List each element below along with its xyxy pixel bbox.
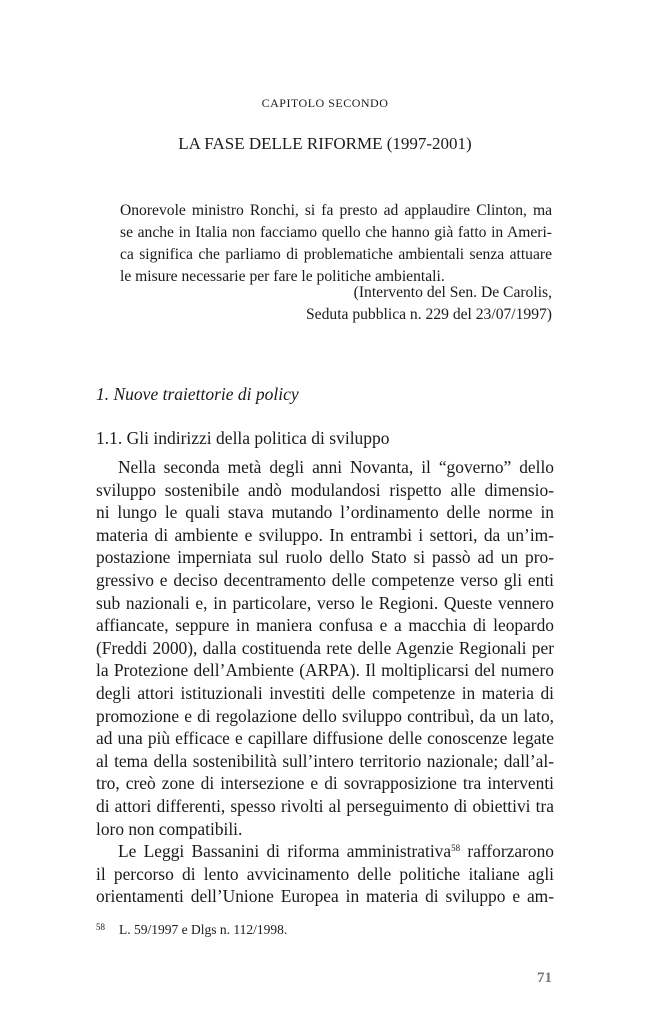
body-line: Nella seconda metà degli anni Novanta, il “governo” dello bbox=[118, 457, 554, 477]
body-line: la Protezione dell’Ambiente (ARPA). Il moltiplicarsi del numero bbox=[96, 660, 554, 681]
body-line: il percorso di lento avvicinamento delle politiche italiane agli bbox=[96, 863, 554, 884]
footnote bbox=[96, 922, 287, 938]
epigraph-line: se anche in Italia non facciamo quello che hanno già fatto in Ameri- bbox=[120, 224, 552, 241]
subsection-heading: 1.1. Gli indirizzi della politica di sviluppo bbox=[96, 428, 390, 448]
epigraph-line: le misure necessarie per fare le politiche ambientali. bbox=[120, 268, 445, 285]
body-line bbox=[96, 840, 554, 863]
attribution-line: Seduta pubblica n. 229 del 23/07/1997) bbox=[306, 306, 552, 323]
body-line: tro, creò zone di intersezione e di sovrapposizione tra interventi bbox=[96, 773, 554, 794]
page-number: 71 bbox=[537, 970, 552, 986]
footnote-number: 58 bbox=[96, 922, 105, 932]
body-line: affiancate, seppure in maniera confusa e a macchia di leopardo bbox=[96, 615, 554, 636]
body-line: degli attori istituzionali investiti delle competenze in materia di bbox=[96, 682, 554, 703]
body-line: al tema della sostenibilità sull’intero territorio nazionale; dall’al- bbox=[96, 750, 554, 771]
body-line: di attori differenti, spesso rivolti al perseguimento di obiettivi tra bbox=[96, 795, 554, 816]
body-line-text: Le Leggi Bassanini di riforma amministrativa bbox=[118, 841, 452, 862]
body-line: promozione e di regolazione dello sviluppo contribuì, da un lato, bbox=[96, 705, 554, 726]
chapter-label: CAPITOLO SECONDO bbox=[261, 96, 389, 110]
body-line: (Freddi 2000), dalla costituenda rete delle Agenzie Regionali per bbox=[96, 637, 554, 658]
body-text bbox=[96, 456, 554, 908]
epigraph-line: ca significa che parliamo di problematiche ambientali senza attuare bbox=[120, 246, 552, 263]
section-heading: 1. Nuove traiettorie di policy bbox=[96, 384, 299, 404]
body-line: ni lungo le quali stava mutando l’ordinamento delle norme in bbox=[96, 502, 554, 523]
body-line: sviluppo sostenibile andò modulandosi rispetto alle dimensio- bbox=[96, 479, 554, 500]
attribution-line: (Intervento del Sen. De Carolis, bbox=[353, 284, 552, 301]
chapter-title: LA FASE DELLE RIFORME (1997-2001) bbox=[178, 134, 472, 153]
body-line-text: rafforzarono bbox=[460, 841, 554, 862]
body-line: ad una più efficace e capillare diffusione delle conoscenze legate bbox=[96, 728, 554, 749]
footnote-text: L. 59/1997 e Dlgs n. 112/1998. bbox=[119, 922, 288, 937]
epigraph-line: Onorevole ministro Ronchi, si fa presto ad applaudire Clinton, ma bbox=[120, 202, 552, 219]
body-line: orientamenti dell’Unione Europea in materia di sviluppo e am- bbox=[96, 886, 554, 907]
body-line: postazione imperniata sul ruolo dello Stato si passò ad un pro- bbox=[96, 547, 554, 568]
body-line: gressivo e deciso decentramento delle competenze verso gli enti bbox=[96, 569, 554, 590]
epigraph-attribution bbox=[306, 282, 552, 326]
footnote-reference[interactable]: 58 bbox=[451, 843, 461, 854]
body-line: sub nazionali e, in particolare, verso le Regioni. Queste vennero bbox=[96, 592, 554, 613]
body-line: loro non compatibili. bbox=[96, 818, 243, 839]
body-line: materia di ambiente e sviluppo. In entrambi i settori, da un’im- bbox=[96, 524, 554, 545]
epigraph bbox=[120, 200, 552, 288]
